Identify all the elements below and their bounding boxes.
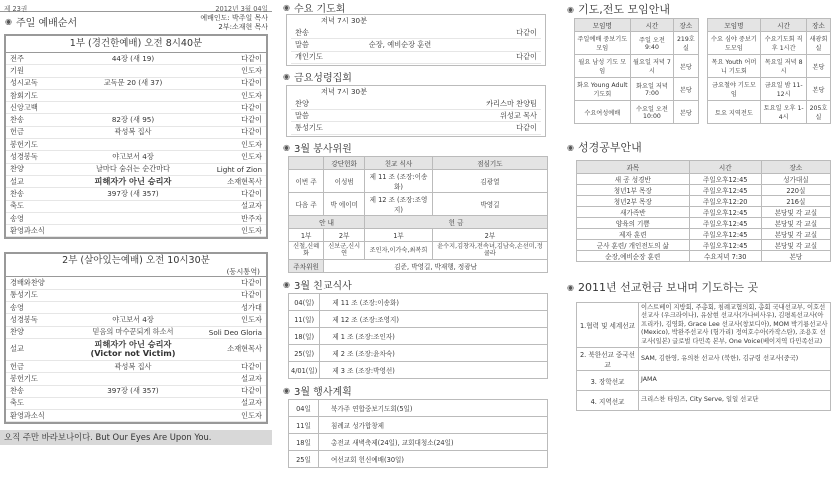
- order-leader: 인도자: [241, 152, 262, 162]
- order-detail: 곽성복 집사: [114, 361, 152, 371]
- prayer-title: ◉ 기도,전도 모임안내: [567, 3, 670, 16]
- table-row: [577, 251, 831, 262]
- table-cell: 주일오후12:45: [689, 174, 761, 185]
- table-cell: SAM, 김한영, 유의찬 선교사 (북한), 김규령 선교사(중국): [639, 348, 831, 371]
- table-cell: 청년2부 목장: [577, 196, 690, 207]
- events-table: [288, 399, 548, 468]
- table-cell: 4/01(일): [289, 361, 320, 378]
- table-header: 시간: [630, 19, 674, 32]
- order-leader: 다같이: [241, 361, 262, 371]
- order-label: 축도: [10, 201, 24, 211]
- column-worship: [0, 0, 272, 445]
- table-cell: 본당및 각 교실: [761, 207, 830, 218]
- table-cell: 1.협력 및 세계선교: [577, 303, 639, 348]
- table-cell: 총전교 새벽축제(24일), 교회대청소(24일): [319, 433, 548, 450]
- table-cell: 본당및 각 교실: [761, 218, 830, 229]
- fri-time: 저녁 7시 30분: [321, 86, 368, 96]
- table-cell: 새가족반: [577, 207, 690, 218]
- order-leader: 인도자: [241, 90, 262, 100]
- table-cell: 18일: [289, 433, 319, 450]
- table-cell: 금요철야 기도모임: [707, 78, 761, 101]
- table-cell: 성가대실: [761, 174, 830, 185]
- order-label: 전주: [10, 53, 24, 63]
- order-label: 헌금: [10, 361, 24, 371]
- order-label: 찬양: [295, 98, 309, 108]
- order-row: [291, 110, 541, 122]
- order-detail: 순장, 예비순장 훈련: [368, 39, 432, 49]
- table-row: [577, 218, 831, 229]
- order-row: [6, 53, 266, 65]
- table-cell: 수요여성예배: [575, 101, 631, 124]
- order-row: [6, 176, 266, 188]
- table-row: [577, 196, 831, 207]
- table-cell: 크리스찬 타임즈, City Serve, 일일 선교단: [639, 391, 831, 411]
- order-leader: 다같이: [241, 127, 262, 137]
- table-cell: 본당: [674, 55, 698, 78]
- wed-title: ◉ 수요 기도회: [283, 2, 346, 15]
- table-cell: 18(일): [289, 327, 320, 344]
- order-leader: 인도자: [241, 139, 262, 149]
- order-label: 말씀: [295, 39, 309, 49]
- order-label: 축도: [10, 398, 24, 408]
- table-row: [289, 344, 548, 361]
- order-label: 설교: [10, 344, 24, 354]
- wed-time: 저녁 7시 30분: [321, 16, 368, 25]
- table-header: 장소: [807, 19, 831, 32]
- bullet-icon: ◉: [5, 16, 12, 26]
- order-label: 신앙고백: [10, 102, 38, 112]
- order-label: 기원: [10, 65, 24, 75]
- table-cell: 4. 지역선교: [577, 391, 639, 411]
- order-label: 개인기도: [295, 52, 323, 62]
- table-row: [289, 327, 548, 344]
- order-detail: 믿음의 마수꾼되게 하소서: [92, 327, 174, 337]
- order-label: 찬양: [10, 327, 24, 337]
- events-title: ◉ 3월 행사계획: [283, 386, 352, 399]
- column-info: [564, 0, 835, 411]
- order-row: [6, 290, 266, 302]
- order-leader: Light of Zion: [216, 164, 262, 174]
- order-label: 찬송: [295, 27, 309, 37]
- table-cell: 월요일 저녁 7시: [630, 55, 674, 78]
- fellowship-table: [288, 293, 548, 379]
- table-row: [577, 185, 831, 196]
- order-leader: 인도자: [241, 314, 262, 324]
- order-row: [6, 139, 266, 151]
- order-row: [291, 52, 541, 64]
- table-row: [577, 303, 831, 348]
- table-cell: 군사 훈련/ 개인전도의 삶: [577, 240, 690, 251]
- order-label: 송영: [10, 302, 24, 312]
- missions-title: ◉ 2011년 선교헌금 보내며 기도하는 곳: [567, 281, 759, 294]
- table-cell: 토요 지역전도: [707, 101, 761, 124]
- order-leader: 다같이: [516, 123, 537, 133]
- table-row: [289, 399, 548, 416]
- table-cell: JAMA: [639, 371, 831, 391]
- table-row: [575, 78, 699, 101]
- table-cell: 월요 남성 기도 모임: [575, 55, 631, 78]
- bullet-icon: ◉: [283, 143, 290, 153]
- table-row: [707, 32, 831, 55]
- order-detail: 교독문 20 (새 37): [103, 78, 163, 88]
- table-cell: 청년1부 목장: [577, 185, 690, 196]
- fellowship-title: ◉ 3월 친교식사: [283, 280, 352, 293]
- table-cell: 제 1 조 (조장:조인자): [320, 327, 548, 344]
- bullet-icon: ◉: [567, 142, 574, 152]
- table-cell: 제 12 조 (조장:조영지): [320, 310, 548, 327]
- table-header: 시간: [761, 19, 807, 32]
- order-row: [6, 127, 266, 139]
- table-row: [707, 78, 831, 101]
- table-cell: 11(일): [289, 310, 320, 327]
- second-service-box: [4, 252, 268, 424]
- order-leader: 설교자: [241, 398, 262, 408]
- table-header: 장소: [674, 19, 698, 32]
- table-cell: 본당: [674, 101, 698, 124]
- table-row: [577, 240, 831, 251]
- interpretation-note: (동시통역): [6, 267, 266, 277]
- table-header: 시간: [689, 161, 761, 174]
- table-cell: 25(일): [289, 344, 320, 361]
- order-label: 헌금: [10, 127, 24, 137]
- order-leader: 다같이: [516, 27, 537, 37]
- order-leader: 성가대: [241, 302, 262, 312]
- table-header: 과목: [577, 161, 690, 174]
- issue-date: 2012년 3월 04일: [215, 5, 268, 13]
- order-leader: 설교자: [241, 201, 262, 211]
- order-row: [291, 39, 541, 51]
- table-cell: 본당및 각 교실: [761, 229, 830, 240]
- order-detail: 44장 (새 19): [111, 53, 155, 63]
- prayer-tables: [574, 18, 831, 124]
- table-cell: 순장,예비순장 훈련: [577, 251, 690, 262]
- table-cell: 수요 심야 중보기도모임: [707, 32, 761, 55]
- fri-box: [286, 85, 546, 137]
- table-row: [575, 101, 699, 124]
- order-row: [6, 151, 266, 163]
- order-leader: 다같이: [241, 53, 262, 63]
- table-cell: 화요일 저녁7:00: [630, 78, 674, 101]
- order-detail: 82장 (새 95): [111, 115, 155, 125]
- table-row: [575, 55, 699, 78]
- order-row: [6, 302, 266, 314]
- order-leader: 반주자: [241, 213, 262, 223]
- bullet-icon: ◉: [567, 4, 574, 14]
- bullet-icon: ◉: [283, 72, 290, 82]
- order-detail: 날마다 숨쉬는 순간마다: [95, 164, 170, 174]
- table-cell: 주일오후12:45: [689, 218, 761, 229]
- order-label: 환영과소식: [10, 410, 45, 420]
- table-row: [577, 371, 831, 391]
- order-label: 말씀: [295, 110, 309, 120]
- table-cell: 본당및 각 교실: [761, 240, 830, 251]
- first-service-box: [4, 34, 268, 239]
- table-row: [577, 174, 831, 185]
- bible-table: [576, 160, 831, 262]
- table-cell: 주일오후12:45: [689, 240, 761, 251]
- order-leader: 설교자: [241, 373, 262, 383]
- table-cell: 금요일 밤 11-12시: [761, 78, 807, 101]
- table-cell: 본당: [674, 78, 698, 101]
- table-cell: 수요저녁 7:30: [689, 251, 761, 262]
- order-leader: 다같이: [241, 188, 262, 198]
- order-label: 찬송: [10, 115, 24, 125]
- order-label: 환영과소식: [10, 225, 45, 235]
- order-row: [6, 314, 266, 326]
- table-cell: 219호실: [674, 32, 698, 55]
- order-row: [6, 78, 266, 90]
- first-service-title: 1부 (경건한예배) 오전 8시40분: [6, 36, 266, 53]
- order-detail: 곽성복 집사: [114, 127, 152, 137]
- bullet-icon: ◉: [283, 280, 290, 290]
- order-row: [6, 213, 266, 225]
- order-label: 찬송: [10, 386, 24, 396]
- table-cell: 이스트베이 지방회, 주총회, 침례교협의회, 총회 국내선교부, 이호선선교사 (우크라이나), 유삼현 선교사(가나비사우), 김평록선교사(아프리카), 김영화, Grace Lee 선교사(창보디아), MOM 박기룡선교사 (Mexico), 박완주선교사 (헝가리) 정여호수아(카작스탄), 조용호 선교사(일본) 글로벌 다민족 본부, One Voice(베이지역 다민족선교): [639, 303, 831, 348]
- order-leader: 인도자: [241, 65, 262, 75]
- order-row: [6, 410, 266, 422]
- order-leader: 다같이: [241, 386, 262, 396]
- order-label: 성시교독: [10, 78, 38, 88]
- order-leader: 다같이: [241, 290, 262, 300]
- order-row: [6, 386, 266, 398]
- second-service-title: 2부 (살아있는예배) 오전 10시30분: [62, 255, 210, 267]
- order-detail: 피해자가 아닌 승리자: [94, 176, 172, 187]
- bible-title: ◉ 성경공부안내: [567, 141, 642, 154]
- table-row: [289, 450, 548, 467]
- table-row: [707, 101, 831, 124]
- table-cell: 본당: [761, 251, 830, 262]
- table-cell: 주일예배 중보기도모임: [575, 32, 631, 55]
- worship-leaders: 예배인도: 박주일 목사 2부:소재현 목사: [200, 14, 268, 31]
- order-label: 설교: [10, 176, 24, 186]
- order-row: [6, 164, 266, 176]
- table-row: [289, 433, 548, 450]
- bullet-icon: ◉: [283, 386, 290, 396]
- table-cell: 토요일 오후 1-4시: [761, 101, 807, 124]
- table-cell: 제자 훈련: [577, 229, 690, 240]
- table-row: [289, 310, 548, 327]
- table-cell: 목요 Youth 어머니 기도회: [707, 55, 761, 78]
- order-row: [6, 373, 266, 385]
- order-row: [6, 361, 266, 373]
- table-cell: 화요 Young Adult 기도회: [575, 78, 631, 101]
- order-row: [291, 98, 541, 110]
- worship-header: [0, 12, 272, 34]
- table-cell: 북가주 연합중보기도회(5일): [319, 399, 548, 416]
- table-cell: 본당: [807, 55, 831, 78]
- table-cell: 주일 오전 9:40: [630, 32, 674, 55]
- table-cell: 제 11 조 (조장:이송화): [320, 293, 548, 310]
- table-cell: 주일오후12:20: [689, 196, 761, 207]
- order-leader: 다같이: [516, 52, 537, 62]
- table-cell: 205호실: [807, 101, 831, 124]
- order-label: 찬양: [10, 164, 24, 174]
- order-row: [291, 27, 541, 39]
- order-label: 경배와찬양: [10, 278, 45, 288]
- table-cell: 새 공 성경반: [577, 174, 690, 185]
- table-header: 모임명: [707, 19, 761, 32]
- table-cell: 04일: [289, 399, 319, 416]
- order-row: [6, 201, 266, 213]
- first-service-order: [6, 53, 266, 237]
- table-cell: 3. 장학선교: [577, 371, 639, 391]
- footer-motto: 오직 주만 바라보나이다. But Our Eyes Are Upon You.: [0, 430, 272, 445]
- order-detail: 397장 (새 357): [107, 188, 159, 198]
- order-detail: 397장 (새 357): [107, 386, 159, 396]
- table-cell: 수요일 오전 10:00: [630, 101, 674, 124]
- table-cell: 침례교 성가합창제: [319, 416, 548, 433]
- table-row: [575, 32, 699, 55]
- table-cell: 새광회실: [807, 32, 831, 55]
- order-row: [6, 114, 266, 126]
- table-cell: 11일: [289, 416, 319, 433]
- second-service-order: [6, 277, 266, 422]
- table-cell: 여선교회 헌신예배(30일): [319, 450, 548, 467]
- bullet-icon: ◉: [283, 2, 290, 12]
- fri-title: ◉ 금요성령집회: [283, 72, 352, 85]
- column-meetings: [280, 0, 550, 468]
- table-row: [289, 361, 548, 378]
- order-row: [6, 339, 266, 361]
- order-detail: 야고보서 4장: [112, 314, 154, 324]
- table-cell: 제 3 조 (조장:박영선): [320, 361, 548, 378]
- table-cell: 본당: [807, 78, 831, 101]
- table-cell: 제 2 조 (조장:윤차숙): [320, 344, 548, 361]
- order-label: 통성기도: [10, 290, 38, 300]
- worship-title: ◉ 주일 예배순서: [5, 16, 78, 29]
- order-leader: Soli Deo Gloria: [208, 327, 262, 337]
- order-row: [6, 225, 266, 237]
- order-row: [6, 65, 266, 77]
- volunteer-table: 강단헌화 친교 식사 점심기도 이번 주 이성범 제 11 조 (조장:이송화) 김광열 다음 주 박 에이미 제 12 조 (조장:조영지) 박영길 안 내 헌 금 1부 2부 1부 2부 신철,신혜화 신보군,신시연 조인자,이가숙,최복희 윤수지,김창자,전속녀,김남숙,손선미,정쿨라 주차위원 김준, 박영길, 박재행, 정광남: [288, 156, 548, 273]
- table-header: 모임명: [575, 19, 631, 32]
- table-cell: 주일오후12:45: [689, 185, 761, 196]
- order-row: [291, 122, 541, 134]
- page-header: [0, 0, 272, 12]
- table-row: [577, 348, 831, 371]
- issue-number: 제 23권: [4, 5, 28, 13]
- order-leader: 인도자: [241, 410, 262, 420]
- order-detail: 피해자가 아닌 승리자 (Victor not Victim): [90, 339, 176, 359]
- table-cell: 04(일): [289, 293, 320, 310]
- order-leader: 카리스마 찬양팀: [486, 98, 537, 108]
- order-leader: 소재현목사: [227, 176, 262, 186]
- table-cell: 양육의 기쁨: [577, 218, 690, 229]
- order-label: 참회기도: [10, 90, 38, 100]
- order-leader: 다같이: [241, 278, 262, 288]
- table-header: 장소: [761, 161, 830, 174]
- order-row: [6, 102, 266, 114]
- table-row: [577, 229, 831, 240]
- table-cell: 주일오후12:45: [689, 207, 761, 218]
- missions-table: [576, 302, 831, 411]
- table-row: [577, 207, 831, 218]
- table-cell: 2. 북한선교 중국선교: [577, 348, 639, 371]
- order-row: [6, 90, 266, 102]
- order-row: [6, 398, 266, 410]
- order-row: [6, 277, 266, 289]
- bullet-icon: ◉: [567, 282, 574, 292]
- order-detail: 야고보서 4장: [112, 152, 154, 162]
- table-row: [577, 391, 831, 411]
- table-row: [289, 416, 548, 433]
- table-cell: 220실: [761, 185, 830, 196]
- wed-box: [286, 14, 546, 66]
- order-row: [6, 188, 266, 200]
- order-leader: 인도자: [241, 225, 262, 235]
- order-label: 봉헌기도: [10, 373, 38, 383]
- table-cell: 수요기도회 직후 1시간: [761, 32, 807, 55]
- order-row: [6, 327, 266, 339]
- order-label: 찬송: [10, 188, 24, 198]
- order-label: 성경봉독: [10, 152, 38, 162]
- order-leader: 다같이: [241, 102, 262, 112]
- table-cell: 주일오후12:45: [689, 229, 761, 240]
- table-cell: 216실: [761, 196, 830, 207]
- volunteer-title: ◉ 3월 봉사위원: [283, 143, 352, 156]
- order-label: 봉헌기도: [10, 139, 38, 149]
- order-leader: 위성교 목사: [499, 110, 537, 120]
- order-leader: 다같이: [241, 115, 262, 125]
- order-label: 통성기도: [295, 123, 323, 133]
- table-cell: 25일: [289, 450, 319, 467]
- table-row: [289, 293, 548, 310]
- table-row: [707, 55, 831, 78]
- order-leader: 소재현목사: [227, 344, 262, 354]
- table-cell: 목요일 저녁 8시: [761, 55, 807, 78]
- order-leader: 다같이: [241, 78, 262, 88]
- order-label: 송영: [10, 213, 24, 223]
- order-label: 성경봉독: [10, 314, 38, 324]
